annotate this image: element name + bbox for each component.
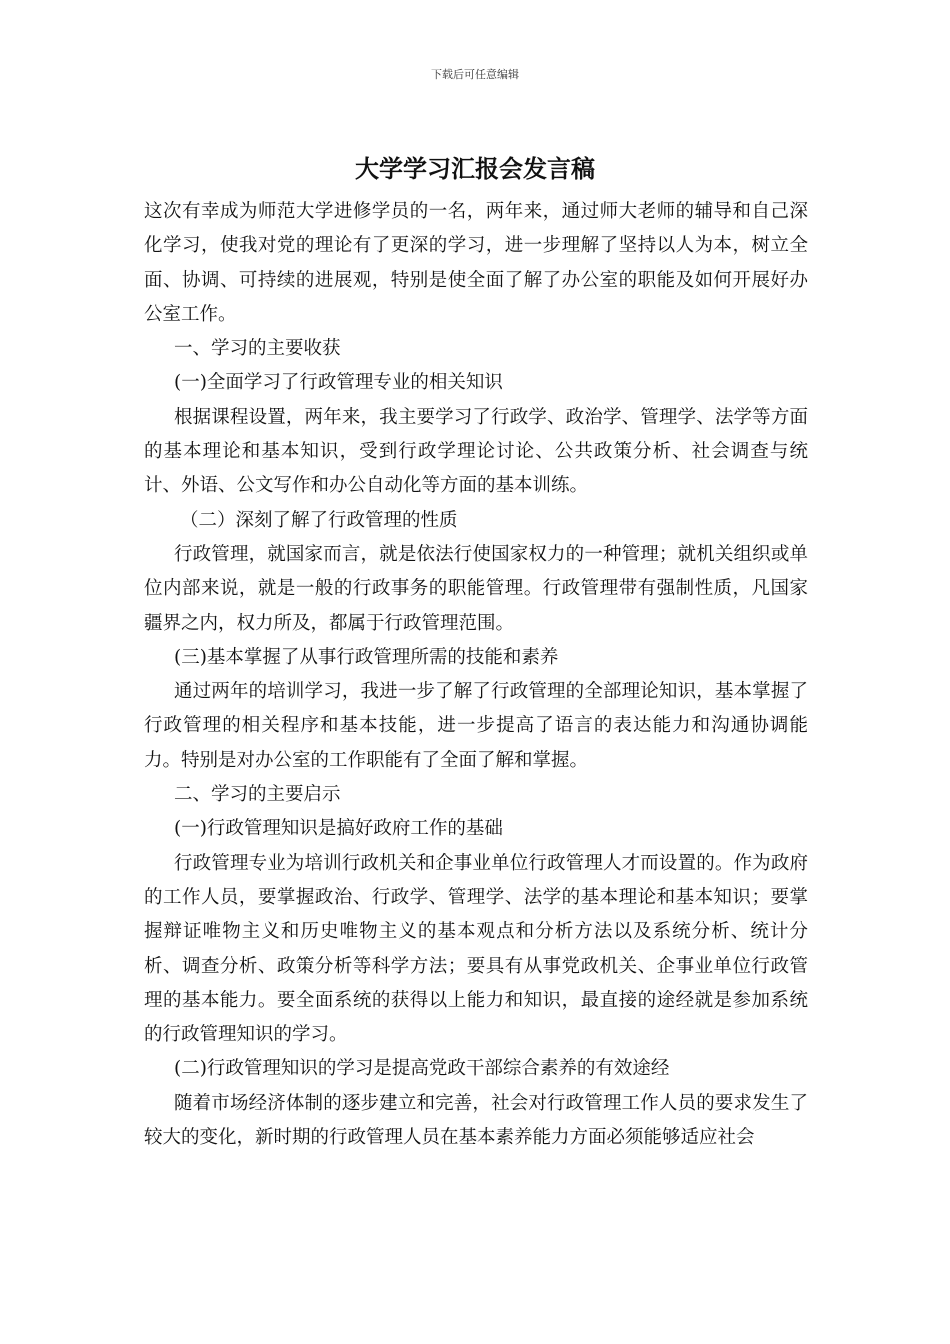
subsection-heading-1-2: （二）深刻了解了行政管理的性质 [180,509,458,531]
section-heading-gains: 一、学习的主要收获 [174,338,341,360]
body-paragraph: 行政管理专业为培训行政机关和企事业单位行政管理人才而设置的。作为政府的工作人员，要掌握政治、行政学、管理学、法学的基本理论和基本知识；要掌握辩证唯物主义和历史唯物主义的基本观点和分析方法以及系统分析、统计分析、调查分析、政策分析等科学方法；要具有从事党政机关、企事业单位行政管理的基本能力。要全面系统的获得以上能力和知识，最直接的途经就是参加系统的行政管理知识的学习。 [144,852,808,1046]
body-paragraph: 通过两年的培训学习，我进一步了解了行政管理的全部理论知识，基本掌握了行政管理的相关程序和基本技能，进一步提高了语言的表达能力和沟通协调能力。特别是对办公室的工作职能有了全面了解和掌握。 [144,681,808,771]
page-header-note: 下载后可任意编辑 [431,68,519,81]
body-paragraph: 随着市场经济体制的逐步建立和完善，社会对行政管理工作人员的要求发生了较大的变化，新时期的行政管理人员在基本素养能力方面必须能够适应社会 [144,1092,808,1149]
document-title: 大学学习汇报会发言稿 [355,154,595,183]
document-body [144,195,808,1155]
subsection-heading-2-2: (二)行政管理知识的学习是提高党政干部综合素养的有效途经 [174,1058,670,1080]
intro-paragraph: 这次有幸成为师范大学进修学员的一名，两年来，通过师大老师的辅导和自己深化学习，使我对党的理论有了更深的学习，进一步理解了坚持以人为本，树立全面、协调、可持续的进展观，特别是使全面了解了办公室的职能及如何开展好办公室工作。 [144,201,808,325]
body-paragraph: 行政管理，就国家而言，就是依法行使国家权力的一种管理；就机关组织或单位内部来说，就是一般的行政事务的职能管理。行政管理带有强制性质，凡国家疆界之内，权力所及，都属于行政管理范围。 [144,543,808,634]
body-paragraph: 根据课程设置，两年来，我主要学习了行政学、政治学、管理学、法学等方面的基本理论和基本知识，受到行政学理论讨论、公共政策分析、社会调查与统计、外语、公文写作和办公自动化等方面的基本训练。 [144,406,808,497]
section-heading-insights: 二、学习的主要启示 [174,784,341,806]
subsection-heading-1-3: (三)基本掌握了从事行政管理所需的技能和素养 [174,646,559,668]
subsection-heading-1-1: (一)全面学习了行政管理专业的相关知识 [174,372,503,394]
subsection-heading-2-1: (一)行政管理知识是搞好政府工作的基础 [174,818,503,840]
